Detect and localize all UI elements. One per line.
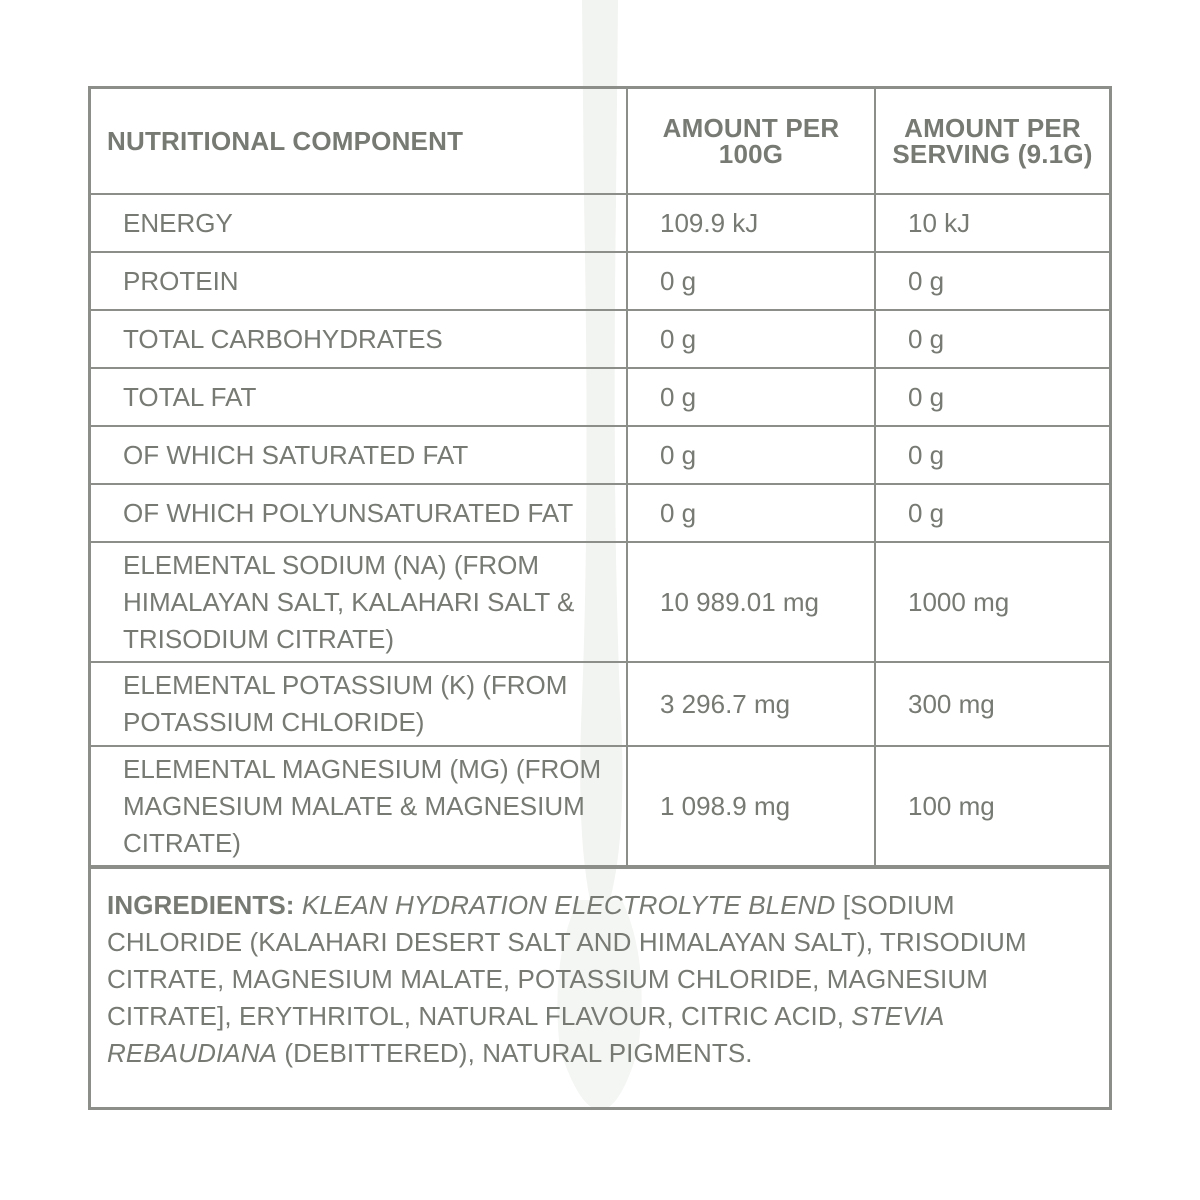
component-cell: ENERGY [91,194,627,252]
per-100g-cell: 0 g [627,484,875,542]
blend-name: KLEAN HYDRATION ELECTROLYTE BLEND [301,890,836,920]
component-cell: TOTAL FAT [91,368,627,426]
table-row [91,368,1109,426]
per-100g-cell: 3 296.7 mg [627,662,875,746]
per-100g-cell: 0 g [627,252,875,310]
table-row [91,746,1109,866]
table-row [91,542,1109,662]
component-cell: OF WHICH SATURATED FAT [91,426,627,484]
per-100g-cell: 0 g [627,310,875,368]
table-row [91,310,1109,368]
ingredients-label: INGREDIENTS: [107,890,295,920]
per-serving-cell: 0 g [875,252,1109,310]
table-row [91,426,1109,484]
per-100g-cell: 0 g [627,368,875,426]
header-per-100g: AMOUNT PER 100G [627,89,875,194]
component-cell: OF WHICH POLYUNSATURATED FAT [91,484,627,542]
ingredients-text-1: [SODIUM CHLORIDE (KALAHARI DESERT SALT AND HIMALAYAN SALT), TRISODIUM CITRATE, MAGNESIUM MALATE, POTASSIUM CHLORIDE, MAGNESIUM CITRATE], ERYTHRITOL, NATURAL FLAVOUR, CITRIC ACID, [107,890,1027,1031]
component-cell: ELEMENTAL SODIUM (NA) (FROM HIMALAYAN SALT, KALAHARI SALT & TRISODIUM CITRATE) [91,542,627,662]
component-cell: ELEMENTAL POTASSIUM (K) (FROM POTASSIUM CHLORIDE) [91,662,627,746]
per-serving-cell: 300 mg [875,662,1109,746]
per-100g-cell: 10 989.01 mg [627,542,875,662]
header-component: NUTRITIONAL COMPONENT [91,89,627,194]
stevia-name: STEVIA REBAUDIANA [107,1001,944,1068]
table-row [91,194,1109,252]
per-100g-cell: 0 g [627,426,875,484]
per-serving-cell: 10 kJ [875,194,1109,252]
per-serving-cell: 0 g [875,484,1109,542]
ingredients-block [91,867,1109,1072]
table-row [91,252,1109,310]
table-row [91,662,1109,746]
per-serving-cell: 100 mg [875,746,1109,866]
component-cell: TOTAL CARBOHYDRATES [91,310,627,368]
per-serving-cell: 0 g [875,368,1109,426]
per-serving-cell: 0 g [875,310,1109,368]
component-cell: PROTEIN [91,252,627,310]
per-serving-cell: 0 g [875,426,1109,484]
per-serving-cell: 1000 mg [875,542,1109,662]
header-per-serving: AMOUNT PER SERVING (9.1G) [875,89,1109,194]
nutrition-panel [88,86,1112,1110]
per-100g-cell: 109.9 kJ [627,194,875,252]
ingredients-text-2: (DEBITTERED), NATURAL PIGMENTS. [277,1038,753,1068]
component-cell: ELEMENTAL MAGNESIUM (MG) (FROM MAGNESIUM MALATE & MAGNESIUM CITRATE) [91,746,627,866]
table-header-row [91,89,1109,194]
per-100g-cell: 1 098.9 mg [627,746,875,866]
nutrition-table [91,89,1109,867]
table-row [91,484,1109,542]
